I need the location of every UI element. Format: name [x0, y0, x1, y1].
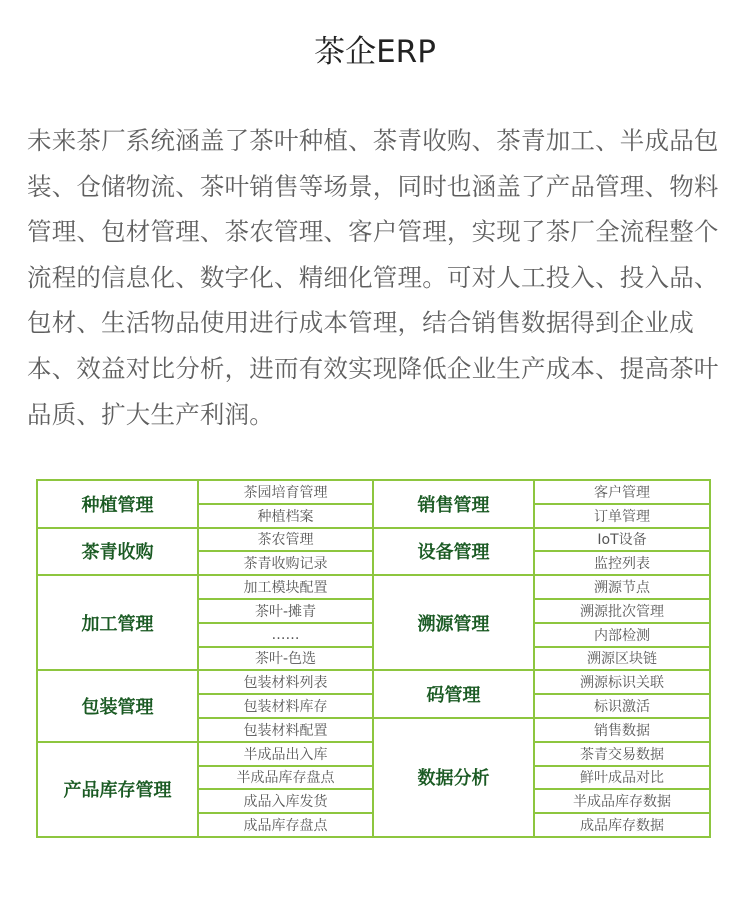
- module-item: 成品库存盘点: [198, 813, 373, 837]
- module-item: 茶园培育管理: [198, 480, 373, 504]
- module-item: 茶农管理: [198, 528, 373, 552]
- module-item: 销售数据: [534, 718, 710, 742]
- module-item: 监控列表: [534, 551, 710, 575]
- module-equipment: 设备管理: [373, 528, 534, 576]
- module-item: 茶叶-摊青: [198, 599, 373, 623]
- page-title: 茶企ERP: [314, 34, 436, 70]
- module-item: 半成品出入库: [198, 742, 373, 766]
- module-item: 溯源节点: [534, 575, 710, 599]
- module-traceability: 溯源管理: [373, 575, 534, 670]
- module-item: IoT设备: [534, 528, 710, 552]
- module-item: 包装材料列表: [198, 670, 373, 694]
- module-sales: 销售管理: [373, 480, 534, 528]
- module-inventory: 产品库存管理: [37, 742, 198, 837]
- table-row: [37, 670, 710, 694]
- module-data-analysis: 数据分析: [373, 718, 534, 837]
- intro-paragraph: 未来茶厂系统涵盖了茶叶种植、茶青收购、茶青加工、半成品包装、仓储物流、茶叶销售等场景，同时也涵盖了产品管理、物料管理、包材管理、茶农管理、客户管理，实现了茶厂全流程整个流程的信息化、数字化、精细化管理。可对人工投入、投入品、包材、生活物品使用进行成本管理，结合销售数据得到企业成本、效益对比分析，进而有效实现降低企业生产成本、提高茶叶品质、扩大生产利润。: [27, 126, 719, 429]
- module-item: 加工模块配置: [198, 575, 373, 599]
- table-row: [37, 528, 710, 552]
- module-processing: 加工管理: [37, 575, 198, 670]
- module-item: 客户管理: [534, 480, 710, 504]
- module-item: 溯源标识关联: [534, 670, 710, 694]
- module-item: 标识激活: [534, 694, 710, 718]
- module-item: 成品库存数据: [534, 813, 710, 837]
- module-item: 茶青收购记录: [198, 551, 373, 575]
- module-packaging: 包装管理: [37, 670, 198, 741]
- module-item: 种植档案: [198, 504, 373, 528]
- module-item: 溯源区块链: [534, 647, 710, 671]
- module-item: 内部检测: [534, 623, 710, 647]
- module-code: 码管理: [373, 670, 534, 718]
- module-item: 溯源批次管理: [534, 599, 710, 623]
- module-item: ……: [198, 623, 373, 647]
- module-item: 包装材料配置: [198, 718, 373, 742]
- module-tea-purchase: 茶青收购: [37, 528, 198, 576]
- module-item: 茶青交易数据: [534, 742, 710, 766]
- module-item: 茶叶-色选: [198, 647, 373, 671]
- module-item: 半成品库存盘点: [198, 766, 373, 790]
- table-row: [37, 480, 710, 504]
- module-item: 订单管理: [534, 504, 710, 528]
- module-item: 鲜叶成品对比: [534, 766, 710, 790]
- module-planting: 种植管理: [37, 480, 198, 528]
- table-row: [37, 575, 710, 599]
- module-item: 半成品库存数据: [534, 789, 710, 813]
- module-item: 包装材料库存: [198, 694, 373, 718]
- module-item: 成品入库发货: [198, 789, 373, 813]
- function-table: [36, 479, 711, 838]
